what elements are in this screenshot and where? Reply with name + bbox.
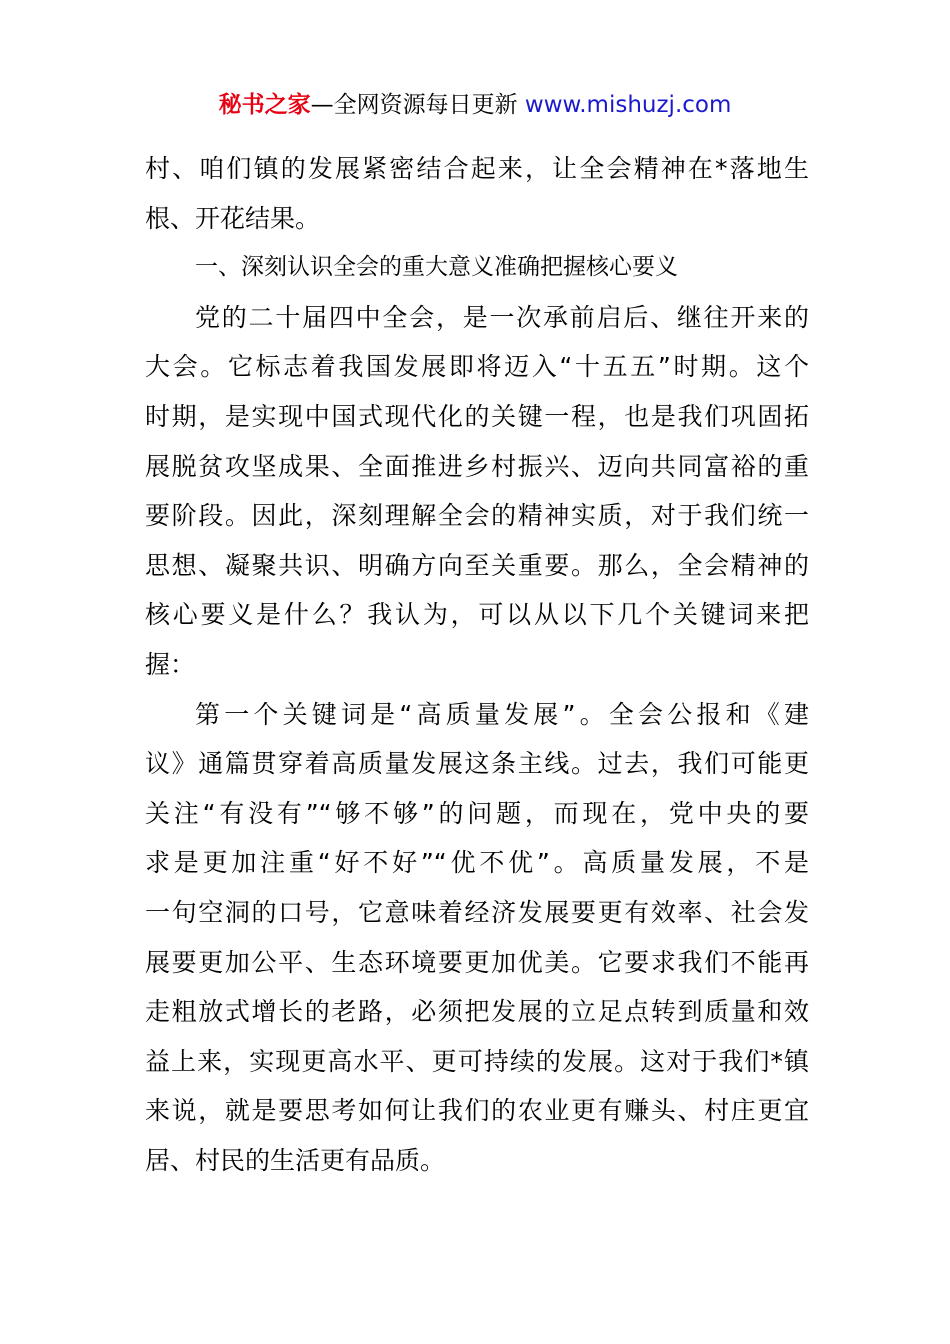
text-line: 大会。它标志着我国发展即将迈入“十五五”时期。这个 xyxy=(145,352,809,382)
text-line: 根、开花结果。 xyxy=(145,203,321,233)
text-line: 居、村民的生活更有品质。 xyxy=(145,1145,446,1175)
text-line: 核心要义是什么？我认为，可以从以下几个关键词来把 xyxy=(145,600,809,630)
text-line: 第一个关键词是“高质量发展”。全会公报和《建 xyxy=(195,699,809,729)
text-line: 议》通篇贯穿着高质量发展这条主线。过去，我们可能更 xyxy=(145,749,809,779)
text-line: 一句空洞的口号，它意味着经济发展要更有效率、社会发 xyxy=(145,897,809,927)
text-line: 求是更加注重“好不好”“优不优”。高质量发展，不是 xyxy=(145,848,809,878)
text-line: 来说，就是要思考如何让我们的农业更有赚头、村庄更宜 xyxy=(145,1096,809,1126)
page-header xyxy=(0,88,950,122)
text-line: 时期，是实现中国式现代化的关键一程，也是我们巩固拓 xyxy=(145,401,809,431)
text-line: 党的二十届四中全会，是一次承前启后、继往开来的 xyxy=(195,302,809,332)
text-line: 展要更加公平、生态环境要更加优美。它要求我们不能再 xyxy=(145,947,809,977)
text-line: 要阶段。因此，深刻理解全会的精神实质，对于我们统一 xyxy=(145,501,809,531)
text-line: 益上来，实现更高水平、更可持续的发展。这对于我们*镇 xyxy=(145,1046,809,1076)
header-tagline: —全网资源每日更新 xyxy=(310,92,518,118)
text-line: 思想、凝聚共识、明确方向至关重要。那么，全会精神的 xyxy=(145,550,809,580)
section-heading: 一、深刻认识全会的重大意义准确把握核心要义 xyxy=(195,254,678,281)
document-body xyxy=(145,144,809,1185)
text-line: 展脱贫攻坚成果、全面推进乡村振兴、迈向共同富裕的重 xyxy=(145,451,809,481)
text-line: 握： xyxy=(145,649,196,679)
text-line: 关注“有没有”“够不够”的问题，而现在，党中央的要 xyxy=(145,798,809,828)
site-url-link[interactable]: www.mishuzj.com xyxy=(524,92,732,118)
brand-name: 秘书之家 xyxy=(218,92,311,118)
text-line: 走粗放式增长的老路，必须把发展的立足点转到质量和效 xyxy=(145,997,809,1027)
text-line: 村、咱们镇的发展紧密结合起来，让全会精神在*落地生 xyxy=(145,154,809,183)
